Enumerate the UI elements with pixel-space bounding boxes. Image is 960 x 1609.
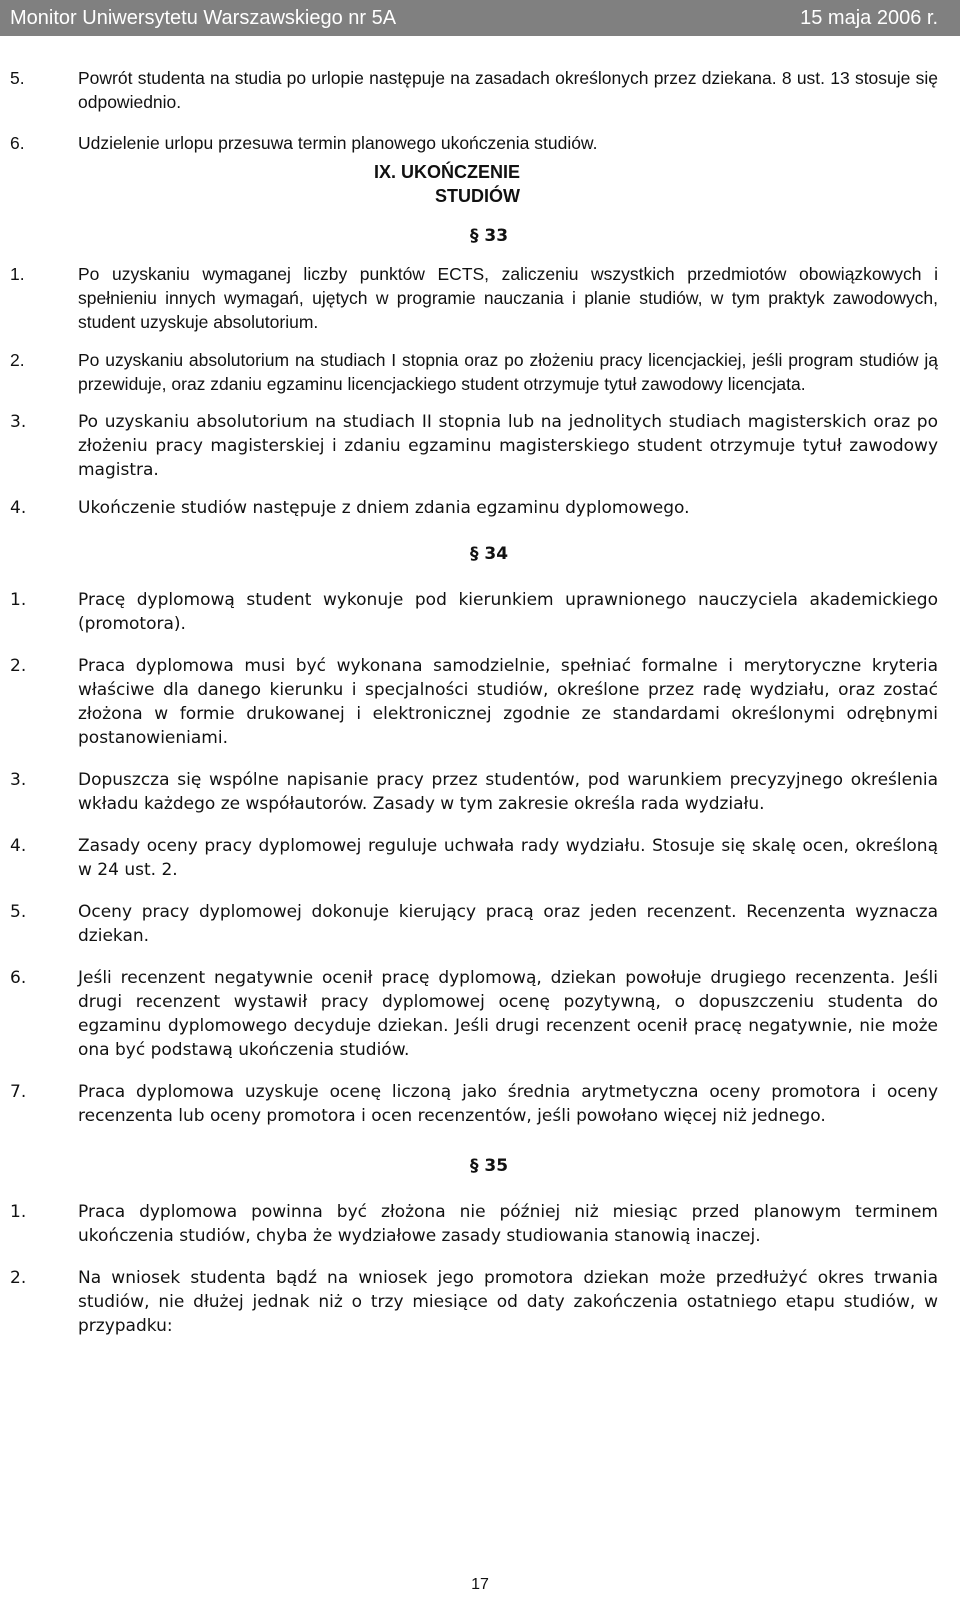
item-number: 1. [10,590,27,610]
section-item [0,834,960,882]
publication-date: 15 maja 2006 r. [800,7,938,29]
item-number: 2. [10,350,25,370]
item-text: Po uzyskaniu absolutorium na studiach I stopnia oraz po złożeniu pracy licencjackiej, jeśli program studiów ją przewiduje, oraz zdaniu egzaminu licencjackiego student otrzymuje tytuł zawodowy licencjata. [78,350,938,394]
chapter-title: IX. UKOŃCZENIE STUDIÓW [373,162,520,206]
item-text: Praca dyplomowa musi być wykonana samodzielnie, spełniać formalne i merytoryczne kryteria właściwe dla danego kierunku i specjalności studiów, określone przez radę wydziału, oraz zostać złożona w formie drukowanej i elektronicznej zgodnie ze standardami określonymi odrębnymi postanowieniami. [78,656,938,748]
item-number: 2. [10,656,27,676]
section-item [0,1200,960,1248]
intro-item [0,66,960,114]
item-number: 6. [10,133,25,153]
item-text: Powrót studenta na studia po urlopie następuje na zasadach określonych przez dziekana. 8 ust. 13 stosuje się odpowiednio. [78,68,938,112]
item-number: 2. [10,1268,27,1288]
item-text: Na wniosek studenta bądź na wniosek jego promotora dziekan może przedłużyć okres trwania studiów, nie dłużej jednak niż o trzy miesiące od daty zakończenia ostatniego etapu studiów, w przypadku: [78,1268,938,1336]
item-number: 7. [10,1082,27,1102]
item-number: 1. [10,1202,27,1222]
section-symbol: § 35 [469,1156,509,1176]
item-number: 3. [10,770,27,790]
section-item [0,654,960,750]
page-number: 17 [471,1576,489,1593]
section-symbol: § 33 [469,226,509,246]
item-text: Pracę dyplomową student wykonuje pod kierunkiem uprawnionego nauczyciela akademickiego (promotora). [78,590,938,634]
item-text: Praca dyplomowa uzyskuje ocenę liczoną jako średnia arytmetyczna oceny promotora i oceny recenzenta lub oceny promotora i ocen recenzentów, jeśli powołano więcej niż jednego. [78,1082,938,1126]
item-number: 3. [10,412,27,432]
item-number: 5. [10,68,25,88]
item-text: Po uzyskaniu absolutorium na studiach II stopnia lub na jednolitych studiach magisterskich oraz po złożeniu pracy magisterskiej i zdaniu egzaminu magisterskiego student otrzymuje tytuł zawodowy magistra. [78,412,938,480]
publication-title: Monitor Uniwersytetu Warszawskiego nr 5A [10,7,397,29]
item-number: 6. [10,968,27,988]
section-item [0,496,960,520]
section-item [0,900,960,948]
item-text: Praca dyplomowa powinna być złożona nie później niż miesiąc przed planowym terminem ukończenia studiów, chyba że wydziałowe zasady studiowania stanowią inaczej. [78,1202,938,1246]
section-symbol: § 34 [469,544,509,564]
item-number: 1. [10,264,25,284]
document-body [0,66,960,1338]
page-header [0,0,960,36]
item-text: Udzielenie urlopu przesuwa termin planowego ukończenia studiów. [78,133,598,153]
section-item [0,966,960,1062]
section-item [0,1080,960,1128]
item-text: Ukończenie studiów następuje z dniem zdania egzaminu dyplomowego. [78,498,690,518]
item-number: 4. [10,836,27,856]
section-item [0,1266,960,1338]
item-text: Po uzyskaniu wymaganej liczby punktów ECTS, zaliczeniu wszystkich przedmiotów obowiązkowych i spełnieniu innych wymagań, ujętych w programie nauczania i planie studiów, w tym praktyk zawodowych, student uzyskuje absolutorium. [78,264,938,332]
section-item [0,588,960,636]
section-item [0,410,960,482]
intro-item [0,131,960,155]
item-text: Oceny pracy dyplomowej dokonuje kierujący pracą oraz jeden recenzent. Recenzenta wyznacza dziekan. [78,902,938,946]
item-number: 5. [10,902,27,922]
section-item [0,768,960,816]
section-item [0,348,960,396]
item-number: 4. [10,498,27,518]
item-text: Dopuszcza się wspólne napisanie pracy przez studentów, pod warunkiem precyzyjnego określenia wkładu każdego ze współautorów. Zasady w tym zakresie określa rada wydziału. [78,770,938,814]
item-text: Zasady oceny pracy dyplomowej reguluje uchwała rady wydziału. Stosuje się skalę ocen, określoną w 24 ust. 2. [78,836,938,880]
item-text: Jeśli recenzent negatywnie ocenił pracę dyplomową, dziekan powołuje drugiego recenzenta. Jeśli drugi recenzent wystawił pracy dyplomowej ocenę pozytywną, o dopuszczeniu studenta do egzaminu dyplomowego decyduje dziekan. Jeśli drugi recenzent ocenił pracę negatywnie, nie może ona być podstawą ukończenia studiów. [78,968,938,1060]
section-item [0,262,960,334]
